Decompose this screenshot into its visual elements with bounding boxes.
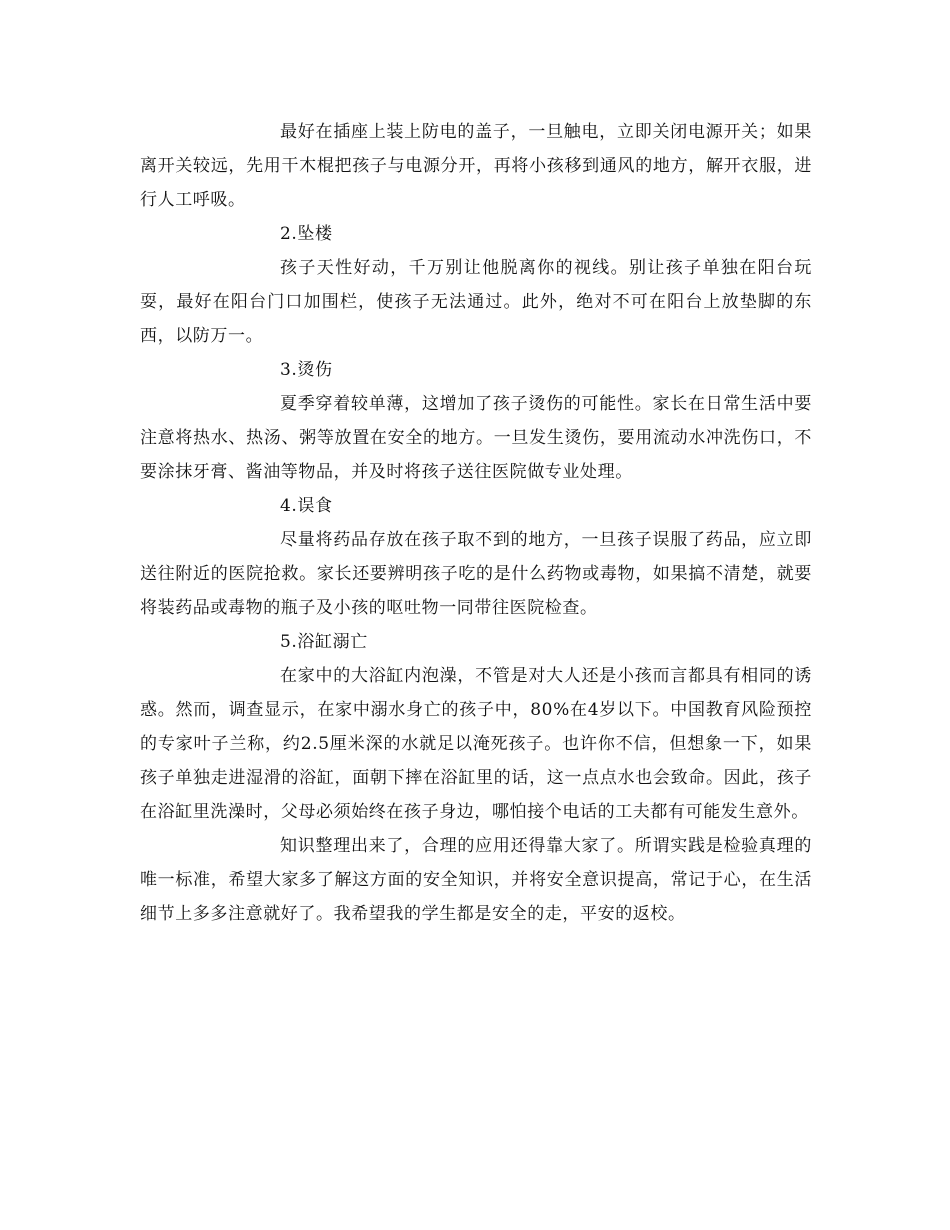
heading-ingestion: 4.误食 xyxy=(280,496,333,516)
paragraph-ingestion: 尽量将药品存放在孩子取不到的地方，一旦孩子误服了药品，应立即送往附近的医院抢救。家长还要辨明孩子吃的是什么药物或毒物，如果搞不清楚，就要将装药品或毒物的瓶子及小孩的呕吐物一同带往医院检查。 xyxy=(140,530,812,618)
heading-falling: 2.坠楼 xyxy=(280,224,333,244)
paragraph-falling: 孩子天性好动，千万别让他脱离你的视线。别让孩子单独在阳台玩耍，最好在阳台门口加围栏，使孩子无法通过。此外，绝对不可在阳台上放垫脚的东西，以防万一。 xyxy=(140,258,812,346)
heading-burns: 3.烫伤 xyxy=(280,360,333,380)
paragraph-burns: 夏季穿着较单薄，这增加了孩子烫伤的可能性。家长在日常生活中要注意将热水、热汤、粥等放置在安全的地方。一旦发生烫伤，要用流动水冲洗伤口，不要涂抹牙膏、酱油等物品，并及时将孩子送往医院做专业处理。 xyxy=(140,394,812,482)
paragraph-conclusion: 知识整理出来了，合理的应用还得靠大家了。所谓实践是检验真理的唯一标准，希望大家多了解这方面的安全知识，并将安全意识提高，常记于心，在生活细节上多多注意就好了。我希望我的学生都是安全的走，平安的返校。 xyxy=(140,836,812,924)
paragraph-electric-shock: 最好在插座上装上防电的盖子，一旦触电，立即关闭电源开关；如果离开关较远，先用干木棍把孩子与电源分开，再将小孩移到通风的地方，解开衣服，进行人工呼吸。 xyxy=(140,122,812,210)
paragraph-bathtub-drowning: 在家中的大浴缸内泡澡，不管是对大人还是小孩而言都具有相同的诱惑。然而，调查显示，在家中溺水身亡的孩子中，80%在4岁以下。中国教育风险预控的专家叶子兰称，约2.5厘米深的水就足以淹死孩子。也许你不信，但想象一下，如果孩子单独走进湿滑的浴缸，面朝下摔在浴缸里的话，这一点点水也会致命。因此，孩子在浴缸里洗澡时，父母必须始终在孩子身边，哪怕接个电话的工夫都有可能发生意外。 xyxy=(140,666,812,822)
heading-bathtub-drowning: 5.浴缸溺亡 xyxy=(280,632,368,652)
document-page xyxy=(140,115,812,931)
